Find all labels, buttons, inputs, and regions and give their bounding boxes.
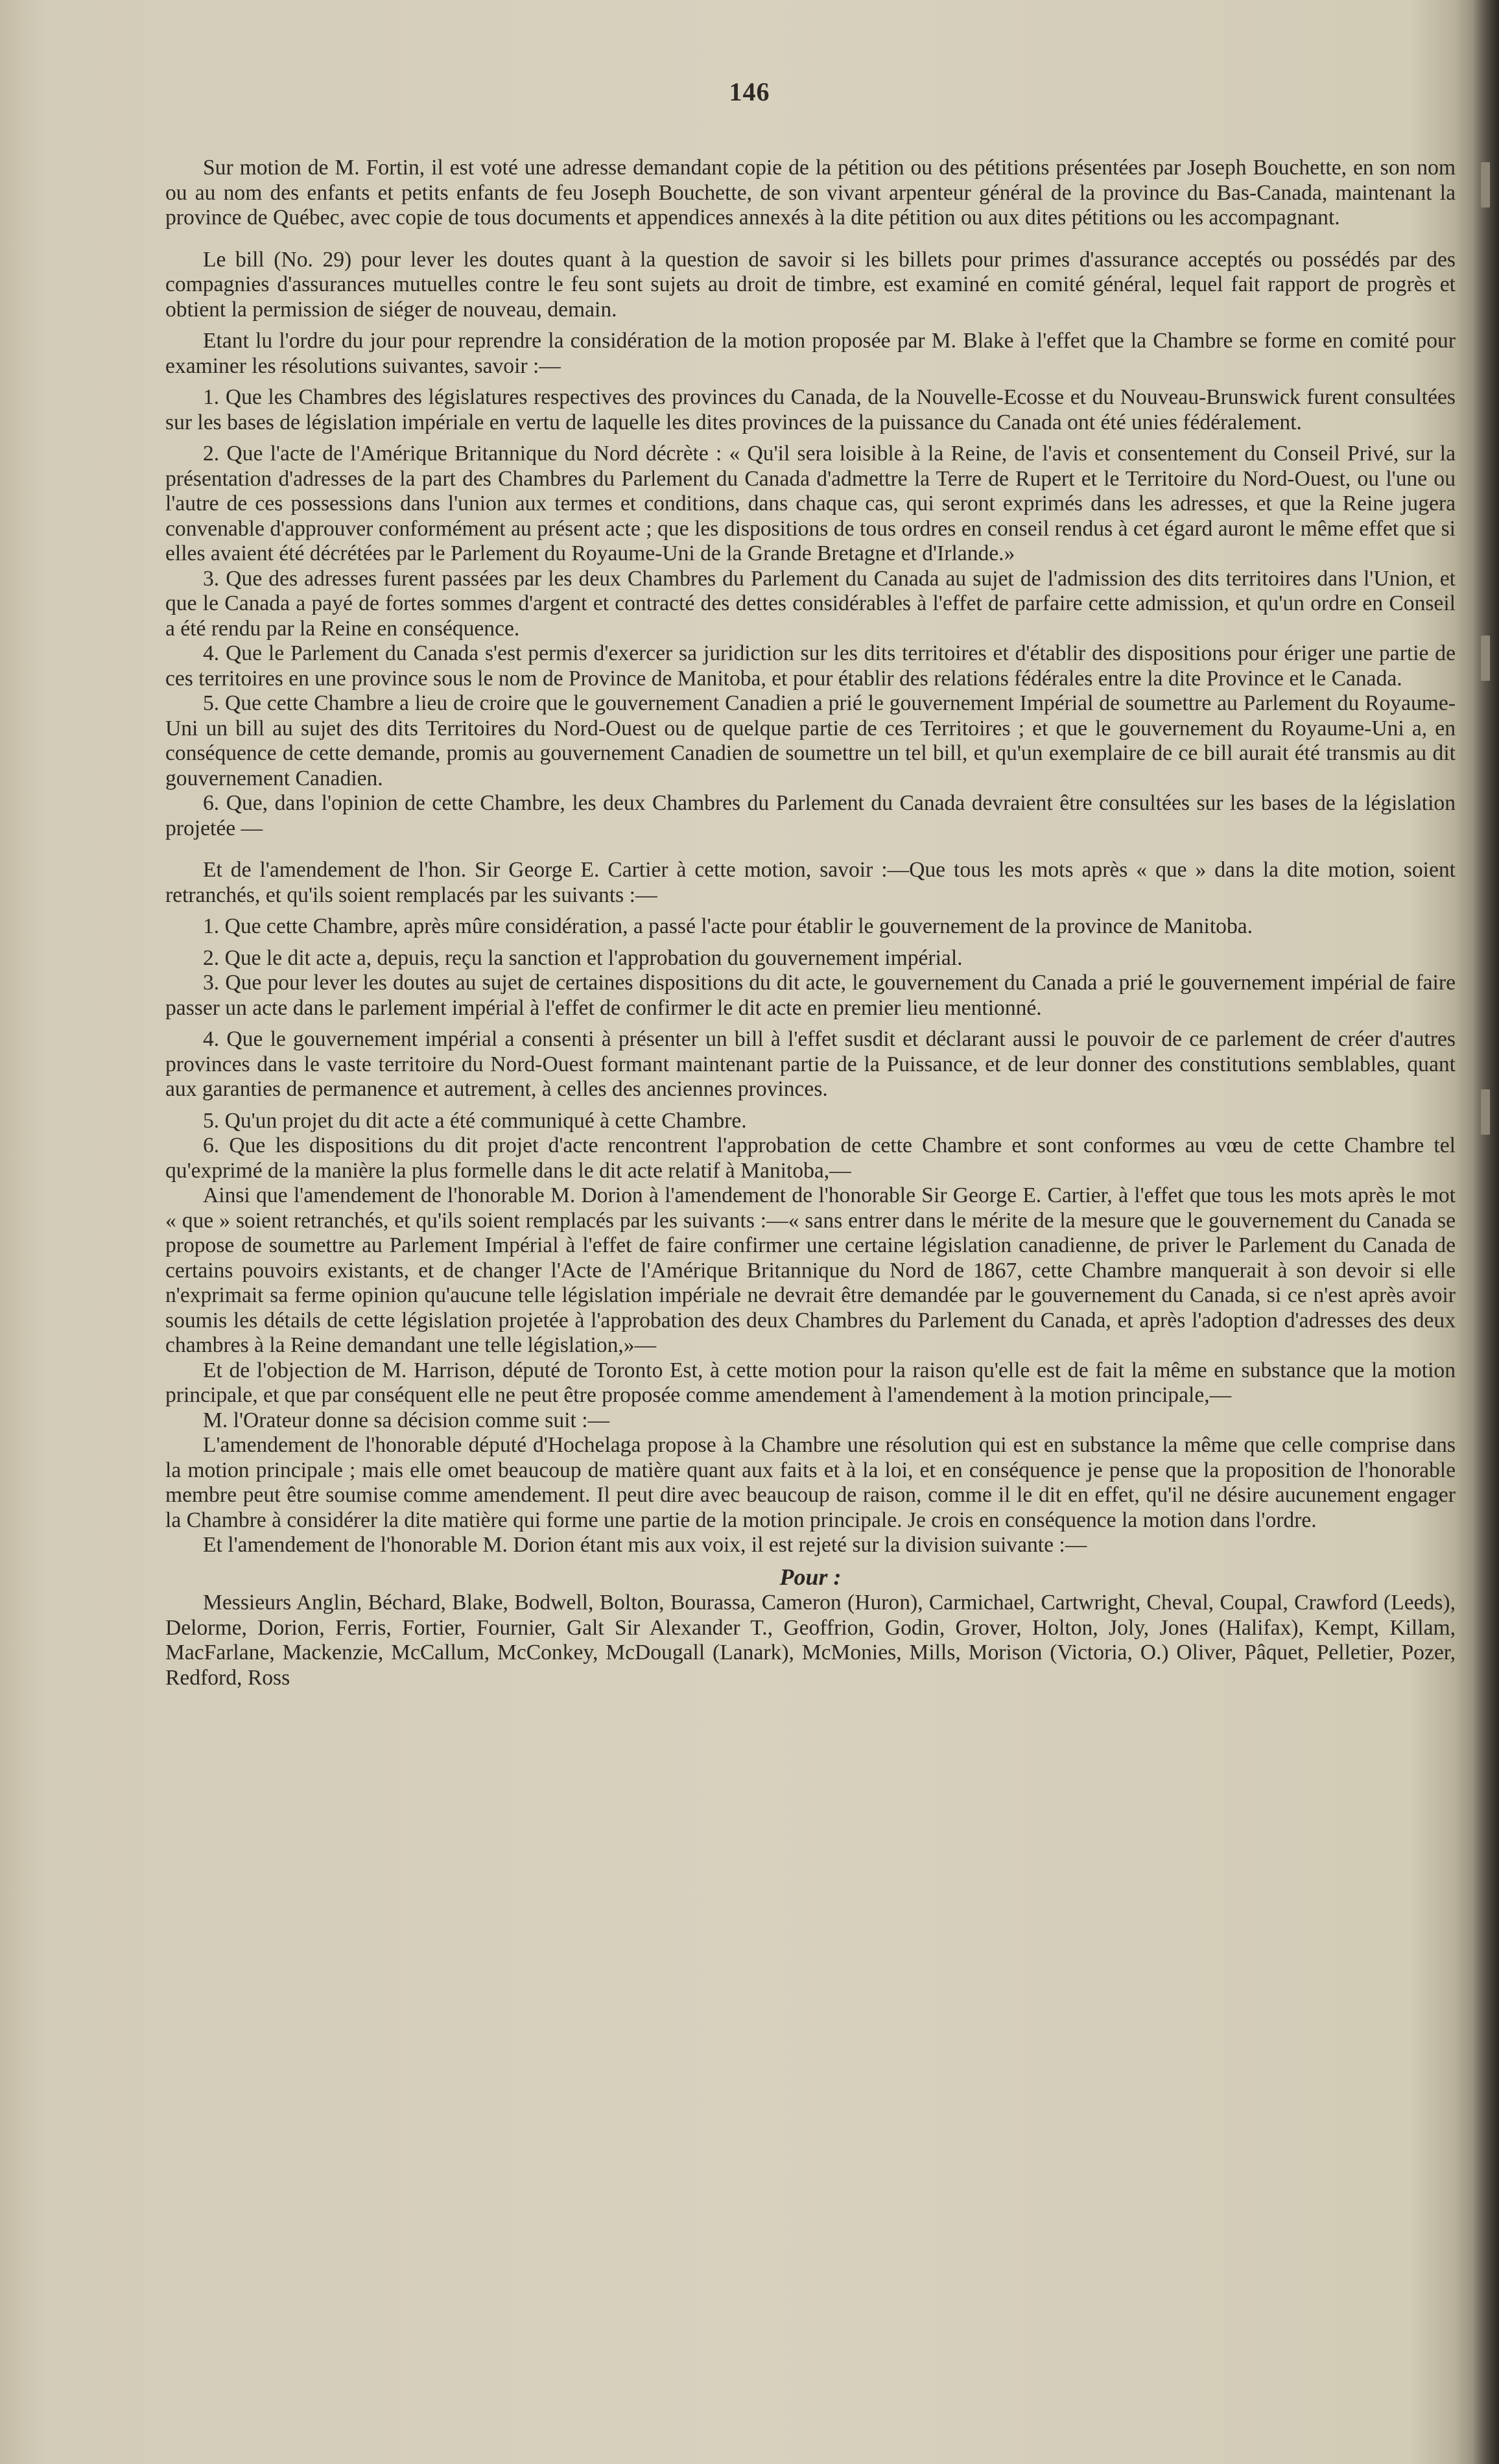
- resolution-item: 2. Que l'acte de l'Amérique Britannique du Nord décrète : « Qu'il sera loisible à la Reine, de l'avis et consentement du Conseil Privé, sur la présentation d'adresses de la part des Chambres du Parlement du Canada d'admettre la Terre de Rupert et le Territoire du Nord-Ouest, ou l'une ou l'autre de ces possessions dans l'union aux termes et conditions, dans chaque cas, qui seront exprimés dans les adresses, et que la Reine jugera convenable d'approuver conformément au présent acte ; que les dispositions de tous ordres en conseil rendus à cet égard auront le même effet que si elles avaient été décrétées par le Parlement du Royaume-Uni de la Grande Bretagne et d'Irlande.»: [165, 442, 1456, 565]
- division-heading-pour: Pour :: [779, 1563, 842, 1590]
- division-member-list: Messieurs Anglin, Béchard, Blake, Bodwell, Bolton, Bourassa, Cameron (Huron), Carmichael, Cartwright, Cheval, Coupal, Crawford (Leeds), Delorme, Dorion, Ferris, Fortier, Fournier, Galt Sir Alexander T., Geoffrion, Godin, Grover, Holton, Joly, Jones (Halifax), Kempt, Killam, MacFarlane, Mackenzie, McCallum, McConkey, McDougall (Lanark), McMonies, Mills, Morison (Victoria, O.) Oliver, Pâquet, Pelletier, Pozer, Redford, Ross: [165, 1591, 1456, 1690]
- resolution-item: 5. Que cette Chambre a lieu de croire que le gouvernement Canadien a prié le gouvernement Impérial de soumettre au Parlement du Royaume-Uni un bill au sujet des dits Territoires du Nord-Ouest ou de quelque partie de ces Territoires ; et que le gouvernement du Royaume-Uni a, en conséquence de cette demande, promis au gouvernement Canadien de soumettre un tel bill, et qu'un exemplaire de ce bill aurait été transmis au dit gouvernement Canadien.: [165, 691, 1456, 790]
- paragraph-speaker-ruling-intro: M. l'Orateur donne sa décision comme suit :—: [203, 1408, 610, 1432]
- paragraph-bill-29: Le bill (No. 29) pour lever les doutes quant à la question de savoir si les billets pour primes d'assurance acceptés ou possédés par des compagnies d'assurances mutuelles contre le feu sont sujets au droit de timbre, est examiné en comité général, lequel fait rapport de progrès et obtient la permission de siéger de nouveau, demain.: [165, 247, 1456, 322]
- page-number: 146: [729, 77, 770, 106]
- amendment-item: 3. Que pour lever les doutes au sujet de certaines dispositions du dit acte, le gouvernement du Canada a prié le gouvernement impérial de faire passer un acte dans le parlement impérial à l'effet de confirmer le dit acte en premier lieu mentionné.: [165, 971, 1456, 1020]
- paragraph-division-intro: Et l'amendement de l'honorable M. Dorion étant mis aux voix, il est rejeté sur la division suivante :—: [203, 1533, 1087, 1557]
- paragraph-motion-fortin: Sur motion de M. Fortin, il est voté une adresse demandant copie de la pétition ou des pétitions présentées par Joseph Bouchette, en son nom ou au nom des enfants et petits enfants de feu Joseph Bouchette, de son vivant arpenteur général de la province du Bas-Canada, maintenant la province de Québec, avec copie de tous documents et appendices annexés à la dite pétition ou aux dites pétitions ou les accompagnant.: [165, 156, 1456, 230]
- resolution-item: 6. Que, dans l'opinion de cette Chambre, les deux Chambres du Parlement du Canada devraient être consultées sur les bases de la législation projetée —: [165, 791, 1456, 840]
- resolution-item: 3. Que des adresses furent passées par les deux Chambres du Parlement du Canada au sujet de l'admission des dits territoires dans l'Union, et que le Canada a payé de fortes sommes d'argent et contracté des dettes considérables à l'effet de parfaire cette admission, et qu'un ordre en Conseil a été rendu par la Reine en conséquence.: [165, 566, 1456, 641]
- resolution-item: 1. Que les Chambres des législatures respectives des provinces du Canada, de la Nouvelle-Ecosse et du Nouveau-Brunswick furent consultées sur les bases de législation impériale en vertu de laquelle les dites provinces de la puissance du Canada ont été unies fédéralement.: [165, 385, 1456, 434]
- document-body: [165, 156, 1456, 1690]
- amendment-item: 6. Que les dispositions du dit projet d'acte rencontrent l'approbation de cette Chambre et sont conformes au vœu de cette Chambre tel qu'exprimé de la manière la plus formelle dans le dit acte relatif à Manitoba,—: [165, 1133, 1456, 1183]
- amendment-item: 5. Qu'un projet du dit acte a été communiqué à cette Chambre.: [203, 1108, 747, 1133]
- paragraph-amendment-cartier: Et de l'amendement de l'hon. Sir George E. Cartier à cette motion, savoir :—Que tous les mots après « que » dans la dite motion, soient retranchés, et qu'ils soient remplacés par les suivants :—: [165, 858, 1456, 907]
- binding-mark: [1481, 635, 1490, 681]
- amendment-item: 4. Que le gouvernement impérial a consenti à présenter un bill à l'effet susdit et déclarant aussi le pouvoir de ce parlement de créer d'autres provinces dans le vaste territoire du Nord-Ouest formant maintenant partie de la Puissance, et de leur donner des constitutions semblables, quant aux garanties de permanence et autrement, à celles des anciennes provinces.: [165, 1027, 1456, 1101]
- binding-mark: [1481, 162, 1490, 207]
- amendment-item: 2. Que le dit acte a, depuis, reçu la sanction et l'approbation du gouvernement impérial.: [203, 945, 963, 970]
- binding-gutter-shadow: [1473, 0, 1499, 2464]
- paragraph-speaker-ruling: L'amendement de l'honorable député d'Hochelaga propose à la Chambre une résolution qui est en substance la même que celle comprise dans la motion principale ; mais elle omet beaucoup de matière quant aux faits et à la loi, et en conséquence je pense que la proposition de l'honorable membre peut être soumise comme amendement. Il peut dire avec beaucoup de raison, comme il le dit en effet, qu'il ne désire aucunement engager la Chambre à considérer la dite matière qui forme une partie de la motion principale. Je crois en conséquence la motion dans l'ordre.: [165, 1433, 1456, 1532]
- resolution-item: 4. Que le Parlement du Canada s'est permis d'exercer sa juridiction sur les dits territoires et d'établir des dispositions pour ériger une partie de ces territoires en une province sous le nom de Province de Manitoba, et pour établir des relations fédérales entre la dite Province et le Canada.: [165, 641, 1456, 691]
- amendment-item: 1. Que cette Chambre, après mûre considération, a passé l'acte pour établir le gouvernement de la province de Manitoba.: [203, 914, 1253, 938]
- paragraph-objection-harrison: Et de l'objection de M. Harrison, député de Toronto Est, à cette motion pour la raison qu'elle est de fait la même en substance que la motion principale, et que par conséquent elle ne peut être proposée comme amendement à l'amendement à la motion principale,—: [165, 1358, 1456, 1407]
- paragraph-motion-blake: Etant lu l'ordre du jour pour reprendre la considération de la motion proposée par M. Blake à l'effet que la Chambre se forme en comité pour examiner les résolutions suivantes, savoir :—: [165, 329, 1456, 378]
- binding-mark: [1481, 1089, 1490, 1135]
- paragraph-amendment-dorion: Ainsi que l'amendement de l'honorable M. Dorion à l'amendement de l'honorable Sir George E. Cartier, à l'effet que tous les mots après le mot « que » soient retranchés, et qu'ils soient remplacés par les suivants :—« sans entrer dans le mérite de la mesure que le gouvernement du Canada se propose de soumettre au Parlement Impérial à l'effet de faire confirmer une certaine législation canadienne, de priver le Parlement du Canada de certains pouvoirs existants, et de changer l'Acte de l'Amérique Britannique du Nord de 1867, cette Chambre manquerait à son devoir si elle n'exprimait sa ferme opinion qu'aucune telle législation impériale ne devrait être demandée par le gouvernement du Canada, si ce n'est après avoir soumis les détails de cette législation projetée à l'approbation des deux Chambres du Parlement du Canada, et après l'adoption d'adresses des deux chambres à la Reine demandant une telle législation,»—: [165, 1183, 1456, 1357]
